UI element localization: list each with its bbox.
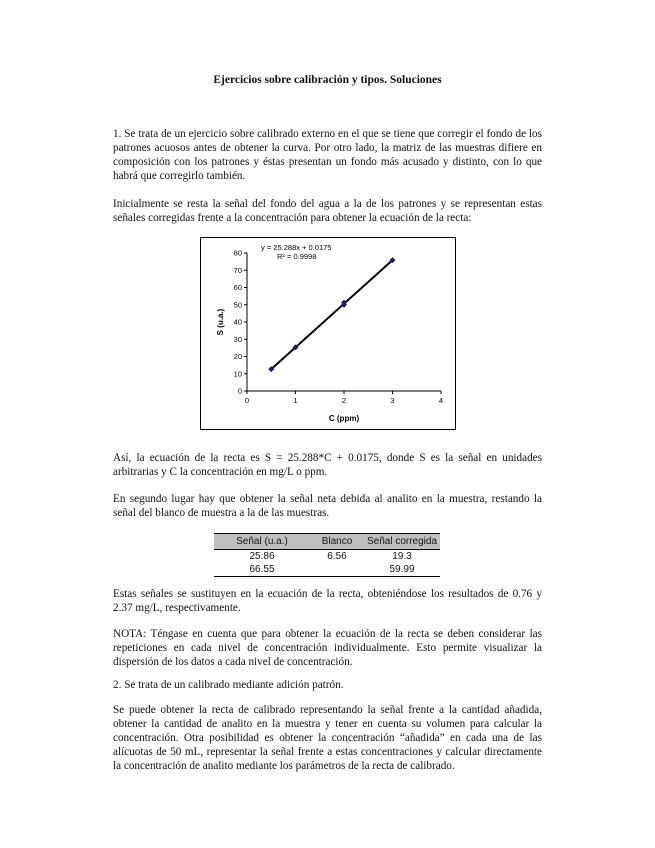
y-tick-label: 10 <box>233 369 242 379</box>
x-tick-label: 1 <box>293 396 298 405</box>
x-axis-title: C (ppm) <box>328 414 360 423</box>
paragraph-line-equation: Así, la ecuación de la recta es S = 25.288*C + 0.0175, donde S es la señal en unidades arbitrarias y C la concentración en mg/L o ppm. <box>113 452 542 479</box>
y-tick-label: 70 <box>233 265 242 275</box>
page-title: Ejercicios sobre calibración y tipos. Soluciones <box>213 74 442 86</box>
header-corrected-signal: Señal corregida <box>364 534 440 550</box>
trendline <box>271 260 392 369</box>
x-tick-label: 3 <box>390 396 395 405</box>
cell-signal: 66.55 <box>214 563 310 577</box>
y-tick-label: 80 <box>233 248 242 258</box>
paragraph-net-signal: En segundo lugar hay que obtener la señal neta debida al analito en la muestra, restando la señal del blanco de muestra a la de las muestras. <box>113 493 542 520</box>
x-tick-label: 2 <box>341 396 347 405</box>
equation-label: y = 25.288x + 0.0175 <box>261 243 332 252</box>
y-tick-label: 50 <box>233 300 242 310</box>
paragraph-results: Estas señales se sustituyen en la ecuación de la recta, obteniéndose los resultados de 0.76 y 2.37 mg/L, respectivamente. <box>113 588 542 615</box>
paragraph-exercise-1-intro: 1. Se trata de un ejercicio sobre calibrado externo en el que se tiene que corregir el fondo de los patrones acuosos antes de obtener la curva. Por otro lado, la matriz de las muestras difiere en composición con los patrones y éstas presentan un fondo más acusado y distinto, con lo que habrá que corregirlo también. <box>113 128 542 183</box>
x-tick-label: 4 <box>438 396 444 405</box>
table-header-row <box>214 534 440 550</box>
x-tick-label: 0 <box>244 396 250 405</box>
y-tick-label: 0 <box>237 386 242 396</box>
y-tick-label: 60 <box>233 283 242 292</box>
header-signal: Señal (u.a.) <box>214 534 310 550</box>
header-blank: Blanco <box>310 534 364 550</box>
paragraph-note: NOTA: Téngase en cuenta que para obtener la ecuación de la recta se deben considerar las repeticiones en cada nivel de concentración individualmente. Esto permite visualizar la dispersión de los datos a cada nivel de concentración. <box>113 628 542 669</box>
table-row <box>214 550 440 564</box>
paragraph-standard-addition: Se puede obtener la recta de calibrado representando la señal frente a la cantidad añadida, obtener la cantidad de analito en la muestra y tener en cuenta su volumen para calcular la concentración. Otra posibilidad es obtener la concentración “añadida” en cada una de las alícuotas de 50 mL, representar la señal frente a estas concentraciones y calcular directamente la concentración de analito mediante los parámetros de la recta de calibrado. <box>113 704 542 773</box>
r-squared-label: R² = 0.9998 <box>277 252 317 261</box>
cell-blank: 6.56 <box>327 551 347 562</box>
y-tick-label: 40 <box>233 317 242 327</box>
paragraph-background-correction: Inicialmente se resta la señal del fondo del agua a la de los patrones y se representan estas señales corregidas frente a la concentración para obtener la ecuación de la recta: <box>113 198 542 225</box>
y-tick-label: 30 <box>233 334 242 344</box>
cell-blank <box>310 563 364 577</box>
cell-corrected: 59.99 <box>364 563 440 577</box>
calibration-chart-svg <box>201 238 457 431</box>
y-axis-title: S (u.a.) <box>216 308 225 336</box>
signals-table <box>214 533 440 577</box>
paragraph-exercise-2: 2. Se trata de un calibrado mediante adición patrón. <box>113 679 344 691</box>
calibration-chart <box>200 237 456 430</box>
table-row <box>214 563 440 577</box>
cell-signal: 25.86 <box>249 551 275 562</box>
y-tick-label: 20 <box>233 352 242 361</box>
cell-corrected: 19.3 <box>392 551 412 562</box>
